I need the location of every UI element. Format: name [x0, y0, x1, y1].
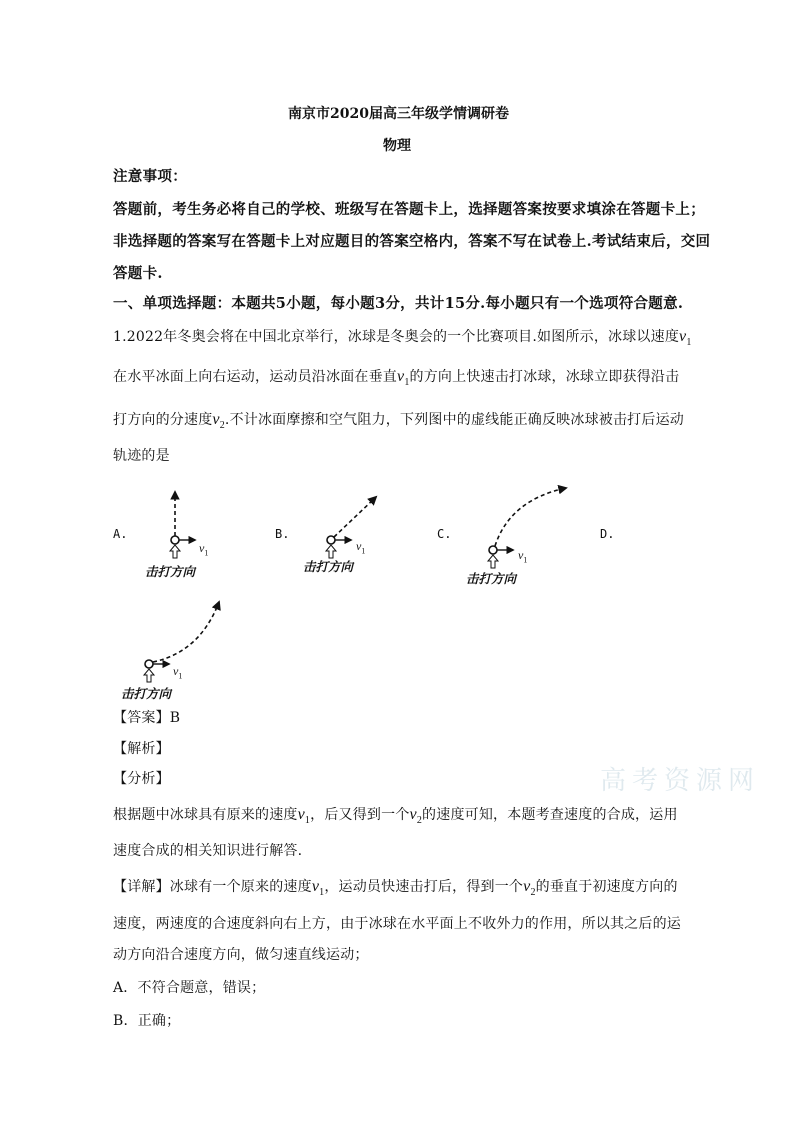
- trajectory-d: [153, 602, 219, 662]
- result-a: A．不符合题意，错误；: [113, 980, 266, 996]
- puck-b: [327, 536, 335, 544]
- option-d-label: D.: [600, 527, 615, 541]
- question-1-line-1: 1.2022年冬奥会将在中国北京举行，冰球是冬奥会的一个比赛项目.如图所示，冰球以速度$v_1$: [113, 328, 692, 349]
- question-1-line-4: 轨迹的是: [113, 448, 170, 464]
- hit-arrow-a: [170, 545, 180, 558]
- v2-symbol: $v_2$: [409, 806, 423, 827]
- figure-d-caption: 击打方向: [121, 686, 172, 701]
- analysis-paragraph-line-1: 根据题中冰球具有原来的速度$v_1$，后又得到一个$v_2$的速度可知，本题考查速度的合成，运用: [113, 806, 678, 827]
- puck-c: [489, 546, 497, 554]
- hit-arrow-c: [488, 555, 498, 568]
- v2-symbol: $v_2$: [212, 411, 225, 432]
- v2-symbol: $v_2$: [523, 878, 536, 899]
- puck-a: [171, 536, 179, 544]
- watermark: 高考资源网: [600, 766, 761, 796]
- analysis-paragraph-line-2: 速度合成的相关知识进行解答.: [113, 843, 303, 859]
- figure-c-v-label: $v_1$: [518, 548, 528, 565]
- figure-a-caption: 击打方向: [145, 564, 196, 579]
- figure-b-v-label: $v_1$: [356, 539, 366, 556]
- notice-line-2: 非选择题的答案写在答题卡上对应题目的答案空格内，答案不写在试卷上.考试结束后，交回: [113, 233, 711, 250]
- hit-arrow-d: [144, 669, 154, 682]
- analysis-label: 【解析】: [113, 741, 170, 757]
- figure-a-v-label: $v_1$: [199, 541, 209, 558]
- trajectory-b: [334, 497, 376, 537]
- detail-line-1: 【详解】冰球有一个原来的速度$v_1$，运动员快速击打后，得到一个$v_2$的垂直于初速度方向的: [113, 878, 678, 899]
- analysis-sub-label: 【分析】: [113, 771, 170, 787]
- puck-d: [145, 660, 153, 668]
- v1-symbol: $v_1$: [297, 806, 311, 827]
- notice-line-1: 答题前，考生务必将自己的学校、班级写在答题卡上，选择题答案按要求填涂在答题卡上；: [113, 201, 705, 218]
- v1-symbol: $v_1$: [397, 368, 410, 389]
- option-b-label: B.: [275, 527, 290, 541]
- result-b: B．正确；: [113, 1013, 181, 1029]
- option-a-label: A.: [113, 527, 128, 541]
- notice-line-3: 答题卡.: [113, 265, 163, 282]
- v1-symbol: $v_1$: [311, 878, 325, 899]
- notice-heading: 注意事项：: [113, 168, 187, 185]
- subject-title: 物理: [383, 138, 411, 154]
- figure-c-caption: 击打方向: [466, 571, 517, 586]
- question-1-line-3: 打方向的分速度$v_2$.不计冰面摩擦和空气阻力，下列图中的虚线能正确反映冰球被击打后运动: [113, 411, 684, 432]
- answer: 【答案】B: [113, 710, 181, 726]
- figure-d-v-label: $v_1$: [173, 664, 183, 681]
- question-1-line-2: 在水平冰面上向右运动，运动员沿冰面在垂直$v_1$的方向上快速击打冰球，冰球立即获得沿击: [113, 368, 680, 389]
- section-heading: 一、单项选择题：本题共5小题，每小题3分，共计15分.每小题只有一个选项符合题意.: [113, 295, 684, 312]
- detail-line-3: 动方向沿合速度方向，做匀速直线运动；: [113, 947, 369, 963]
- v1-symbol: $v_1$: [679, 328, 692, 349]
- option-c-label: C.: [437, 527, 452, 541]
- exam-title: 南京市2020届高三年级学情调研卷: [288, 106, 509, 122]
- figure-b-caption: 击打方向: [303, 559, 354, 574]
- trajectory-c: [495, 488, 566, 546]
- detail-line-2: 速度，两速度的合速度斜向右上方，由于冰球在水平面上不收外力的作用，所以其之后的运: [113, 916, 681, 932]
